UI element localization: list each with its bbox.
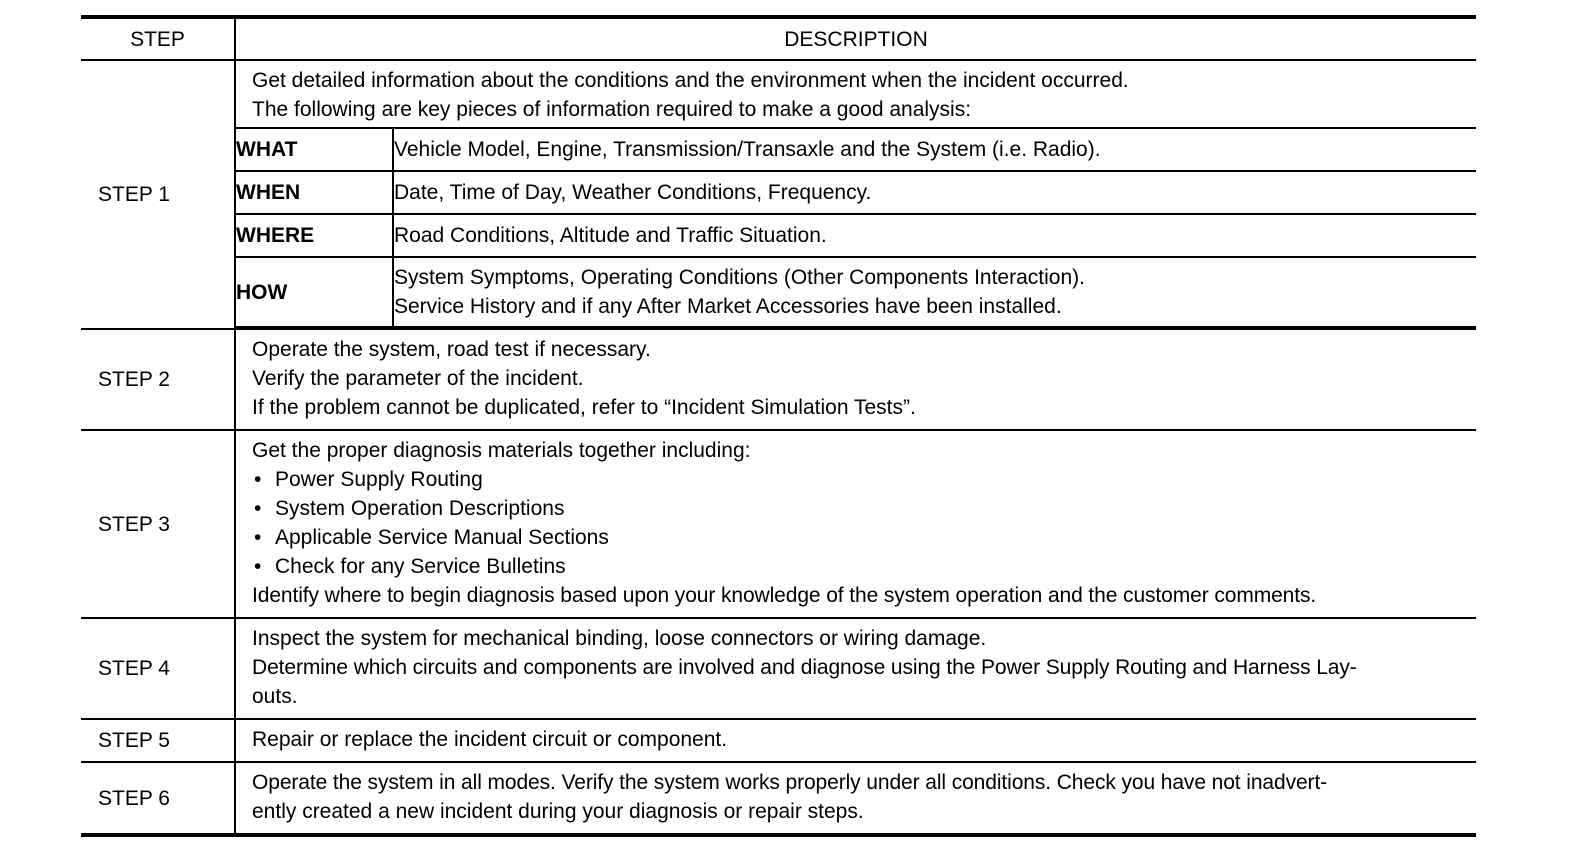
- info-row-how: [236, 257, 1476, 327]
- table-row-step-5: [81, 719, 1476, 762]
- step-5-description: [235, 719, 1476, 762]
- table-row-step-1: [81, 60, 1476, 329]
- step-1-description: [235, 60, 1476, 329]
- info-row-what: [236, 128, 1476, 171]
- table-row-step-6: [81, 762, 1476, 835]
- table-header-row: [81, 17, 1476, 60]
- info-value-how-line: System Symptoms, Operating Conditions (Other Components Interaction).: [394, 266, 1085, 289]
- info-value-when: Date, Time of Day, Weather Conditions, Frequency.: [393, 171, 1476, 214]
- step-4-line: Inspect the system for mechanical binding, loose connectors or wiring damage.: [252, 627, 987, 650]
- info-key-how: HOW: [236, 257, 393, 327]
- step-6-line: ently created a new incident during your diagnosis or repair steps.: [252, 800, 864, 823]
- header-description: DESCRIPTION: [235, 17, 1476, 60]
- step-4-line: Determine which circuits and components are involved and diagnose using the Power Supply Routing and Harness Lay-: [252, 656, 1357, 679]
- info-value-where: Road Conditions, Altitude and Traffic Situation.: [393, 214, 1476, 257]
- step-3-intro: Get the proper diagnosis materials together including:: [252, 439, 751, 462]
- info-value-how: [393, 257, 1476, 327]
- info-key-when: WHEN: [236, 171, 393, 214]
- info-value-what: Vehicle Model, Engine, Transmission/Transaxle and the System (i.e. Radio).: [393, 128, 1476, 171]
- step-2-description: [235, 329, 1476, 430]
- step-3-description: [235, 430, 1476, 618]
- step-6-description: [235, 762, 1476, 835]
- step-1-label: STEP 1: [81, 60, 235, 329]
- step-6-label: STEP 6: [81, 762, 235, 835]
- step-5-label: STEP 5: [81, 719, 235, 762]
- step-2-line: If the problem cannot be duplicated, refer to “Incident Simulation Tests”.: [252, 396, 916, 419]
- table-row-step-4: [81, 618, 1476, 719]
- table-row-step-3: [81, 430, 1476, 618]
- step-2-line: Operate the system, road test if necessary.: [252, 338, 651, 361]
- step-2-label: STEP 2: [81, 329, 235, 430]
- info-key-where: WHERE: [236, 214, 393, 257]
- header-step: STEP: [81, 17, 235, 60]
- step-6-line: Operate the system in all modes. Verify the system works properly under all conditions. Check you have not inadvert-: [252, 771, 1328, 794]
- table-row-step-2: [81, 329, 1476, 430]
- info-row-when: [236, 171, 1476, 214]
- step-4-description: [235, 618, 1476, 719]
- step-1-info-table: [236, 127, 1476, 328]
- step-1-intro-line: Get detailed information about the conditions and the environment when the incident occurred.: [252, 69, 1129, 92]
- info-row-where: [236, 214, 1476, 257]
- bullet-item: • System Operation Descriptions: [252, 494, 1460, 523]
- diagnosis-procedure-table: [81, 15, 1476, 837]
- step-2-line: Verify the parameter of the incident.: [252, 367, 584, 390]
- step-1-intro-line: The following are key pieces of information required to make a good analysis:: [252, 98, 972, 121]
- info-key-what: WHAT: [236, 128, 393, 171]
- step-5-line: Repair or replace the incident circuit or component.: [252, 728, 728, 751]
- step-4-label: STEP 4: [81, 618, 235, 719]
- step-3-label: STEP 3: [81, 430, 235, 618]
- step-3-outro: Identify where to begin diagnosis based upon your knowledge of the system operation and the customer comments.: [252, 584, 1317, 607]
- step-4-line: outs.: [252, 685, 298, 708]
- bullet-item: • Power Supply Routing: [252, 465, 1460, 494]
- info-value-how-line: Service History and if any After Market Accessories have been installed.: [394, 295, 1062, 318]
- bullet-item: • Applicable Service Manual Sections: [252, 523, 1460, 552]
- bullet-item: • Check for any Service Bulletins: [252, 552, 1460, 581]
